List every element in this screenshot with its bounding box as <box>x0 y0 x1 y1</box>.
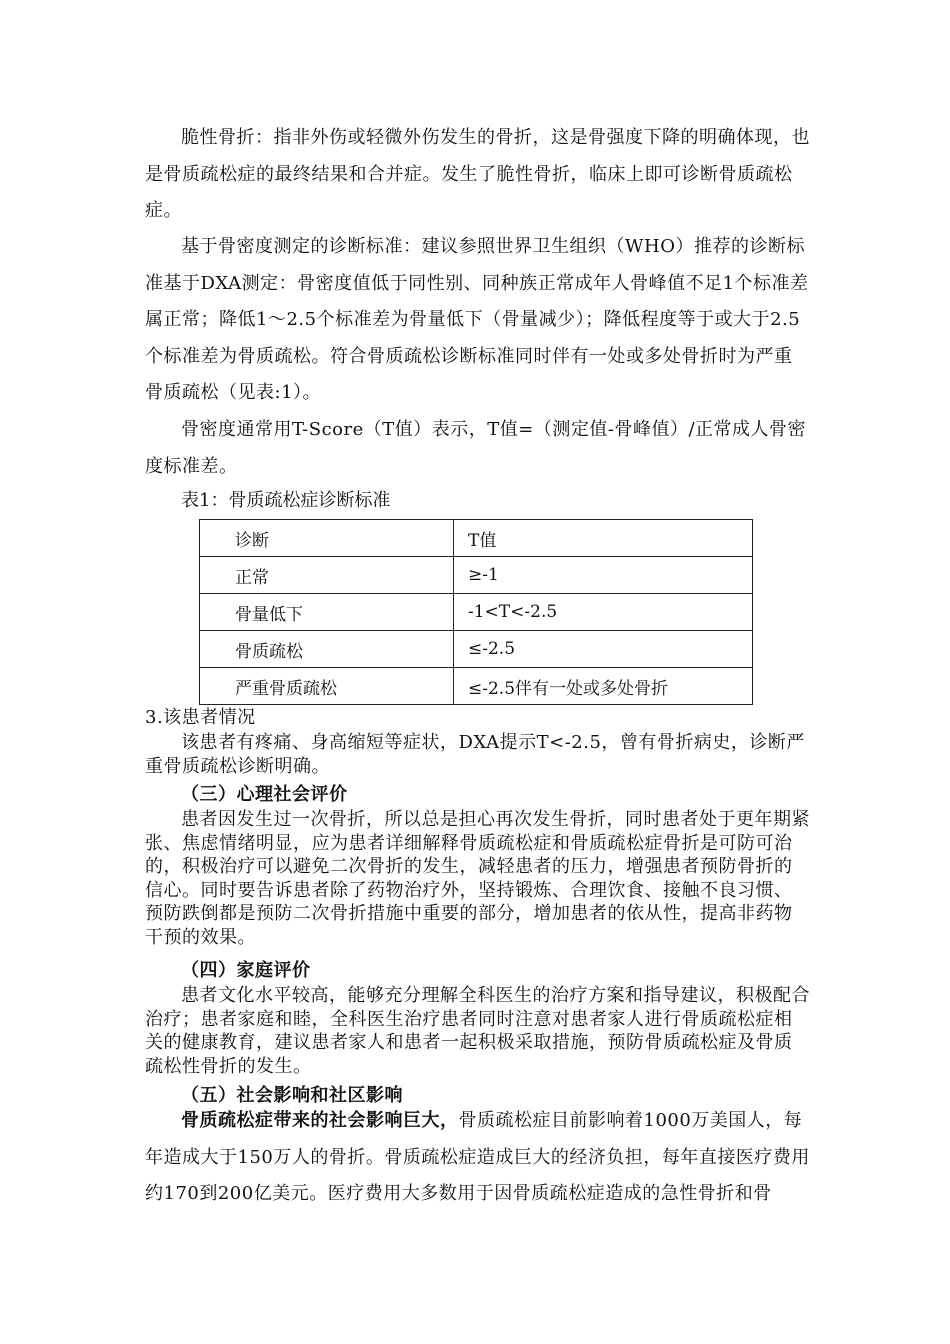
table-cell: 正常 <box>200 557 454 594</box>
social-impact-lead: 骨质疏松症带来的社会影响巨大， <box>181 1110 459 1131</box>
table-cell: ≥-1 <box>454 557 753 594</box>
section-title-patient: 3.该患者情况 <box>145 707 256 728</box>
paragraph-patient-status: 该患者有疼痛、身高缩短等症状，DXA提示T<-2.5，曾有骨折病史，诊断严重骨质疏松诊断明确。 <box>145 732 805 777</box>
table-cell: 严重骨质疏松 <box>200 668 454 705</box>
social-impact-text: 骨质疏松症目前影响着1000万美国人，每年造成大于150万人的骨折。骨质疏松症造成巨大的经济负担，每年直接医疗费用约170到200亿美元。医疗费用大多数用于因骨质疏松症造成的急性骨折和骨 <box>145 1110 810 1204</box>
table-header-cell: T值 <box>454 520 753 557</box>
paragraph-t-score: 骨密度通常用T-Score（T值）表示，T值=（测定值-骨峰值）/正常成人骨密度标准差。 <box>145 419 807 477</box>
table-cell: -1<T<-2.5 <box>454 594 753 631</box>
heading-social: （五）社会影响和社区影响 <box>181 1085 403 1106</box>
table-row <box>200 631 753 668</box>
table-cell: ≤-2.5伴有一处或多处骨折 <box>454 668 753 705</box>
paragraph-brittle-fracture: 脆性骨折：指非外伤或轻微外伤发生的骨折，这是骨强度下降的明确体现，也是骨质疏松症的最终结果和合并症。发生了脆性骨折，临床上即可诊断骨质疏松症。 <box>145 127 810 221</box>
table-cell: ≤-2.5 <box>454 631 753 668</box>
table-caption: 表1：骨质疏松症诊断标准 <box>181 490 391 511</box>
table-row <box>200 594 753 631</box>
table-header-row <box>200 520 753 557</box>
paragraph-family: 患者文化水平较高，能够充分理解全科医生的治疗方案和指导建议，积极配合治疗；患者家庭和睦，全科医生治疗患者同时注意对患者家人进行骨质疏松症相关的健康教育，建议患者家人和患者一起积极采取措施，预防骨质疏松症及骨质疏松性骨折的发生。 <box>145 985 810 1077</box>
heading-psychosocial: （三）心理社会评价 <box>181 784 348 805</box>
table-row <box>200 557 753 594</box>
table-header-cell: 诊断 <box>200 520 454 557</box>
paragraph-social-impact <box>145 1103 810 1213</box>
paragraph-diagnostic-criteria: 基于骨密度测定的诊断标准：建议参照世界卫生组织（WHO）推荐的诊断标准基于DXA测定：骨密度值低于同性别、同种族正常成年人骨峰值不足1个标准差属正常；降低1～2.5个标准差为骨量低下（骨量减少）；降低程度等于或大于2.5个标准差为骨质疏松。符合骨质疏松诊断标准同时伴有一处或多处骨折时为严重骨质疏松（见表:1）。 <box>145 236 809 403</box>
table-cell: 骨质疏松 <box>200 631 454 668</box>
paragraph-psychosocial: 患者因发生过一次骨折，所以总是担心再次发生骨折，同时患者处于更年期紧张、焦虑情绪明显，应为患者详细解释骨质疏松症和骨质疏松症骨折是可防可治的，积极治疗可以避免二次骨折的发生，减轻患者的压力，增强患者预防骨折的信心。同时要告诉患者除了药物治疗外，坚持锻炼、合理饮食、接触不良习惯、预防跌倒都是预防二次骨折措施中重要的部分，增加患者的依从性，提高非药物干预的效果。 <box>145 809 810 948</box>
diagnosis-table <box>199 519 753 705</box>
table-cell: 骨量低下 <box>200 594 454 631</box>
table-row <box>200 668 753 705</box>
heading-family: （四）家庭评价 <box>181 960 311 981</box>
